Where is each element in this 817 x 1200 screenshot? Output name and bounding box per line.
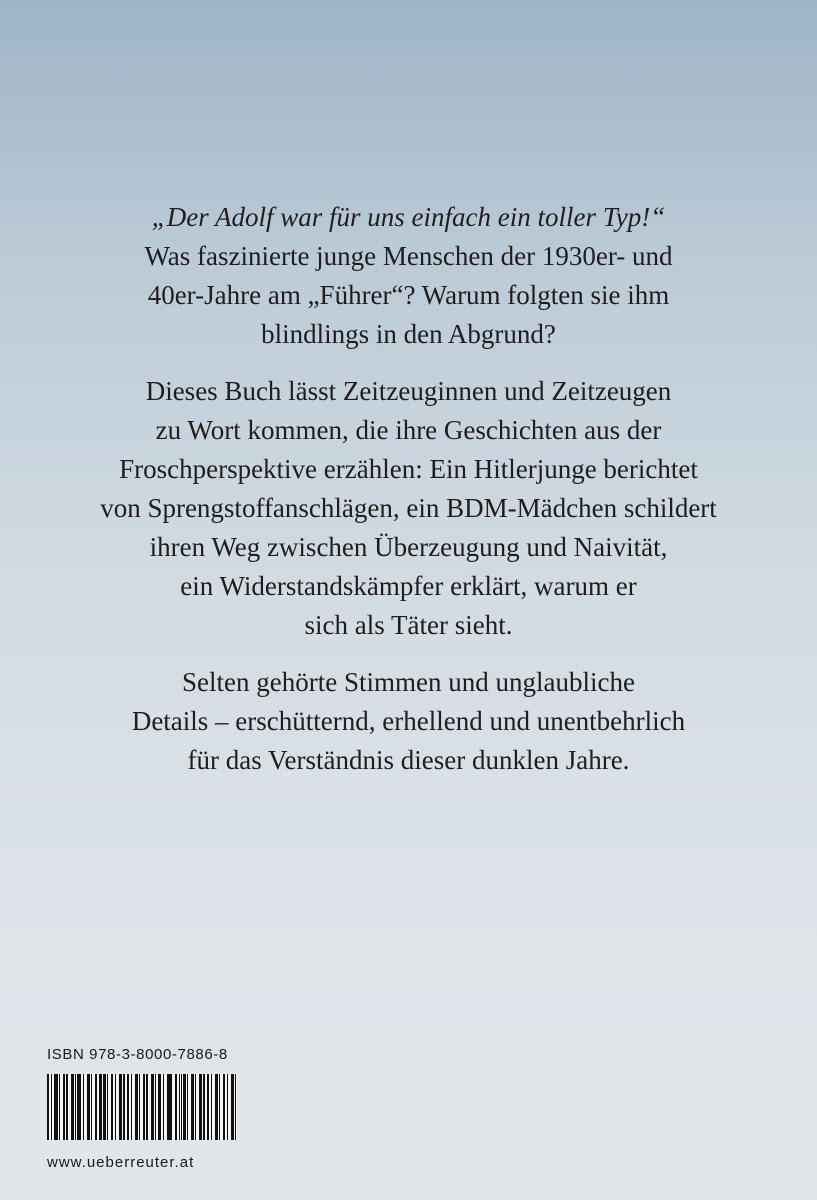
publisher-website: www.ueberreuter.at: [47, 1154, 195, 1171]
blurb-line: Was faszinierte junge Menschen der 1930er- und: [144, 241, 673, 271]
blurb-line: Froschperspektive erzählen: Ein Hitlerjunge berichtet: [119, 454, 698, 484]
blurb-line: Details – erschütternd, erhellend und unentbehrlich: [131, 706, 686, 736]
blurb-line: zu Wort kommen, die ihre Geschichten aus der: [155, 415, 662, 445]
blurb-paragraph-2: [40, 372, 777, 645]
blurb-paragraph-1: [40, 198, 777, 354]
barcode: [47, 1074, 237, 1140]
blurb-line: Dieses Buch lässt Zeitzeuginnen und Zeitzeugen: [145, 376, 672, 406]
blurb-line: von Sprengstoffanschlägen, ein BDM-Mädchen schildert: [100, 493, 717, 523]
blurb-line: blindlings in den Abgrund?: [261, 319, 556, 349]
blurb-line: 40er-Jahre am „Führer“? Warum folgten sie ihm: [147, 280, 670, 310]
blurb-line: für das Verständnis dieser dunklen Jahre.: [187, 745, 630, 775]
blurb-paragraph-3: [40, 663, 777, 780]
blurb-line: Selten gehörte Stimmen und unglaubliche: [182, 667, 635, 697]
back-cover-blurb: [40, 198, 777, 798]
isbn-number: ISBN 978-3-8000-7886-8: [47, 1046, 228, 1063]
blurb-line: ihren Weg zwischen Überzeugung und Naivität,: [149, 532, 668, 562]
isbn-block: [47, 1046, 237, 1171]
blurb-line: ein Widerstandskämpfer erklärt, warum er: [180, 571, 637, 601]
opening-quote: „Der Adolf war für uns einfach ein toller Typ!“: [151, 202, 666, 232]
blurb-line: sich als Täter sieht.: [304, 610, 513, 640]
